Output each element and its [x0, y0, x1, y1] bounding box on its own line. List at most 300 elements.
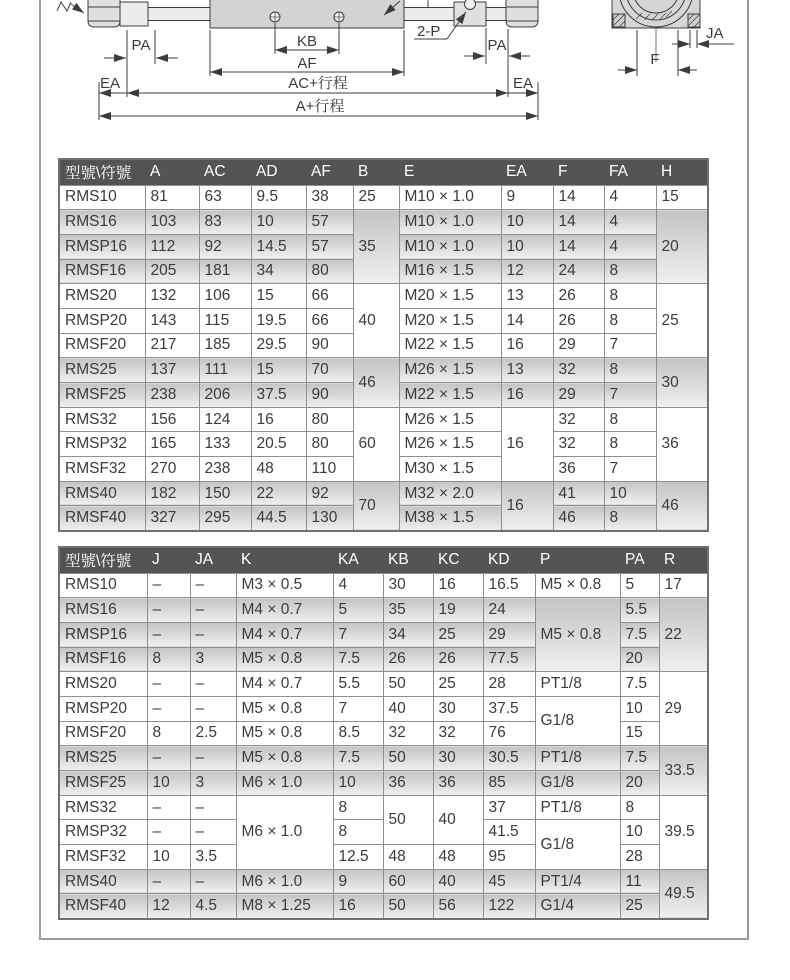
table-cell: M16 × 1.5: [399, 259, 501, 284]
table-cell: 295: [199, 506, 251, 531]
table-cell: 41: [553, 481, 604, 506]
table-cell: M10 × 1.0: [399, 185, 501, 210]
table-cell: 7.5: [620, 746, 659, 771]
table-cell: 110: [306, 457, 353, 482]
model-name-cell: RMSP32: [59, 432, 145, 457]
dim-label-pa-left: PA: [131, 37, 151, 54]
table-cell: 8: [147, 721, 190, 746]
table-cell: 38: [306, 185, 353, 210]
table-cell: M8 × 1.25: [236, 894, 333, 919]
model-name-cell: RMS20: [59, 284, 145, 309]
table-cell: 5.5: [620, 598, 659, 623]
table-cell: M5 × 0.8: [236, 721, 333, 746]
table-cell: M4 × 0.7: [236, 672, 333, 697]
table-cell: –: [190, 746, 236, 771]
model-name-cell: RMS32: [59, 795, 147, 820]
table-cell: 37.5: [251, 383, 306, 408]
table-cell: 8: [604, 284, 656, 309]
table-cell: 39.5: [659, 795, 708, 869]
table-cell: 48: [433, 845, 483, 870]
table-cell: 14: [553, 234, 604, 259]
table-cell: 9: [333, 869, 383, 894]
table-cell: 8: [604, 308, 656, 333]
table-cell: 12.5: [333, 845, 383, 870]
table-cell: 50: [383, 672, 433, 697]
model-name-cell: RMS20: [59, 672, 147, 697]
table-cell: M5 × 0.8: [236, 696, 333, 721]
table-cell: –: [190, 622, 236, 647]
table-cell: 165: [145, 432, 199, 457]
table-cell: 13: [501, 284, 553, 309]
table-cell: 3: [190, 771, 236, 796]
table-cell: –: [147, 795, 190, 820]
table-cell: 30: [383, 573, 433, 598]
table-cell: 16: [501, 333, 553, 358]
table-cell: 70: [353, 481, 399, 530]
table-cell: 26: [383, 647, 433, 672]
table-cell: M10 × 1.0: [399, 210, 501, 235]
table-cell: PT1/4: [535, 869, 620, 894]
table-cell: 66: [306, 284, 353, 309]
table-row: [59, 407, 708, 432]
table-cell: 48: [383, 845, 433, 870]
model-name-cell: RMSF25: [59, 383, 145, 408]
table-cell: 270: [145, 457, 199, 482]
table-cell: 28: [620, 845, 659, 870]
table-cell: 30: [433, 746, 483, 771]
table-cell: –: [147, 672, 190, 697]
table-cell: –: [147, 820, 190, 845]
model-name-cell: RMSF16: [59, 647, 147, 672]
table-cell: 32: [553, 407, 604, 432]
table-cell: –: [190, 795, 236, 820]
table-cell: 15: [656, 185, 708, 210]
table-cell: 14: [553, 210, 604, 235]
left-nut: [88, 0, 120, 27]
dimension-table-1-grid: [58, 158, 709, 532]
table-cell: 5: [620, 573, 659, 598]
table-cell: M20 × 1.5: [399, 308, 501, 333]
table-cell: –: [190, 869, 236, 894]
table-cell: 10: [333, 771, 383, 796]
table-cell: 40: [433, 869, 483, 894]
table-cell: 13: [501, 358, 553, 383]
table-cell: M38 × 1.5: [399, 506, 501, 531]
table-row: [59, 869, 708, 894]
table-cell: 7: [333, 622, 383, 647]
table-cell: 10: [147, 771, 190, 796]
table-cell: G1/8: [535, 820, 620, 869]
table-cell: M30 × 1.5: [399, 457, 501, 482]
table-cell: 14.5: [251, 234, 306, 259]
table-cell: 37.5: [483, 696, 535, 721]
column-header: EA: [501, 159, 553, 185]
column-header: J: [147, 547, 190, 573]
table-cell: 24: [483, 598, 535, 623]
table-cell: 7.5: [333, 746, 383, 771]
table-cell: 181: [199, 259, 251, 284]
table-cell: 83: [199, 210, 251, 235]
dim-label-a-stroke: A+行程: [295, 98, 345, 115]
table-cell: M5 × 0.8: [236, 746, 333, 771]
table-cell: 60: [353, 407, 399, 481]
table-cell: 10: [501, 210, 553, 235]
table-cell: 22: [251, 481, 306, 506]
table-cell: 10: [604, 481, 656, 506]
dim-label-af: AF: [297, 55, 317, 72]
column-header: 型號\符號: [59, 547, 147, 573]
column-header: P: [535, 547, 620, 573]
table-cell: 28: [483, 672, 535, 697]
model-name-cell: RMS16: [59, 598, 147, 623]
table-cell: 50: [383, 795, 433, 844]
table-cell: 26: [553, 284, 604, 309]
table-cell: 46: [553, 506, 604, 531]
table-cell: G1/8: [535, 771, 620, 796]
table-row: [59, 696, 708, 721]
model-name-cell: RMSF40: [59, 506, 145, 531]
table-cell: M6 × 1.0: [236, 771, 333, 796]
column-header: E: [399, 159, 501, 185]
dim-label-f: F: [650, 51, 660, 68]
table-cell: 16: [333, 894, 383, 919]
cylinder-body: [210, 0, 404, 28]
model-name-cell: RMSF20: [59, 721, 147, 746]
table-cell: 40: [383, 696, 433, 721]
table-cell: 7: [604, 383, 656, 408]
table-cell: 111: [199, 358, 251, 383]
column-header: F: [553, 159, 604, 185]
table-cell: 8: [604, 432, 656, 457]
table-cell: M10 × 1.0: [399, 234, 501, 259]
table-cell: 16: [501, 383, 553, 408]
table-cell: 182: [145, 481, 199, 506]
table-row: [59, 481, 708, 506]
table-cell: 45: [483, 869, 535, 894]
table-cell: 327: [145, 506, 199, 531]
table-cell: 19: [433, 598, 483, 623]
table-cell: 20: [620, 771, 659, 796]
column-header: AC: [199, 159, 251, 185]
left-rod: [148, 8, 210, 21]
table-cell: 34: [383, 622, 433, 647]
table-cell: 3.5: [190, 845, 236, 870]
dim-label-2p: 2-P: [417, 23, 441, 40]
table-cell: 115: [199, 308, 251, 333]
table-cell: 12: [501, 259, 553, 284]
table-cell: M26 × 1.5: [399, 407, 501, 432]
column-header: R: [659, 547, 708, 573]
table-cell: 17: [659, 573, 708, 598]
left-rod-step: [120, 2, 148, 26]
table-cell: 238: [199, 457, 251, 482]
table-cell: 50: [383, 746, 433, 771]
table-cell: 7: [604, 457, 656, 482]
column-header: JA: [190, 547, 236, 573]
dim-label-ea-right: EA: [512, 75, 534, 92]
table-cell: 8: [333, 795, 383, 820]
table-cell: M5 × 0.8: [535, 598, 620, 672]
dim-label-kb: KB: [296, 33, 318, 50]
table-cell: 10: [501, 234, 553, 259]
table-cell: 16: [433, 573, 483, 598]
table-cell: 29: [659, 672, 708, 746]
column-header: PA: [620, 547, 659, 573]
table-cell: 8: [333, 820, 383, 845]
table-cell: 15: [251, 358, 306, 383]
model-name-cell: RMSF20: [59, 333, 145, 358]
table-cell: 20: [656, 210, 708, 284]
table-cell: 29: [553, 383, 604, 408]
table-cell: 122: [483, 894, 535, 919]
table-cell: 143: [145, 308, 199, 333]
table-cell: 80: [306, 407, 353, 432]
table-cell: 46: [353, 358, 399, 407]
column-header: KC: [433, 547, 483, 573]
table-cell: 8: [147, 647, 190, 672]
table-cell: 156: [145, 407, 199, 432]
table-cell: 16: [501, 407, 553, 481]
dim-label-ea-left: EA: [99, 75, 121, 92]
table-cell: 57: [306, 234, 353, 259]
table-cell: 9.5: [251, 185, 306, 210]
table-cell: 63: [199, 185, 251, 210]
table-cell: 2.5: [190, 721, 236, 746]
table-cell: 112: [145, 234, 199, 259]
right-rod-end: [486, 8, 506, 21]
table-cell: 40: [433, 795, 483, 844]
table-cell: 8: [604, 506, 656, 531]
table-cell: –: [190, 598, 236, 623]
table-cell: 41.5: [483, 820, 535, 845]
table-cell: 32: [383, 721, 433, 746]
table-cell: 7: [604, 333, 656, 358]
model-name-cell: RMSP16: [59, 234, 145, 259]
column-header: AF: [306, 159, 353, 185]
table-row: [59, 746, 708, 771]
table-cell: 56: [433, 894, 483, 919]
table-cell: 44.5: [251, 506, 306, 531]
table-cell: –: [147, 598, 190, 623]
table-cell: 36: [433, 771, 483, 796]
dim-label-pa-right: PA: [487, 37, 507, 54]
table-row: [59, 358, 708, 383]
table-cell: 8: [604, 407, 656, 432]
table-cell: 26: [433, 647, 483, 672]
table-cell: –: [190, 820, 236, 845]
table-cell: 205: [145, 259, 199, 284]
column-header: KA: [333, 547, 383, 573]
model-name-cell: RMS32: [59, 407, 145, 432]
table-cell: 25: [433, 672, 483, 697]
table-cell: 80: [306, 432, 353, 457]
table-row: [59, 795, 708, 820]
model-name-cell: RMSF40: [59, 894, 147, 919]
table-row: [59, 894, 708, 919]
table-cell: 217: [145, 333, 199, 358]
dimension-table-2: [58, 546, 707, 920]
table-cell: M5 × 0.8: [535, 573, 620, 598]
model-name-cell: RMS10: [59, 185, 145, 210]
table-cell: 22: [659, 598, 708, 672]
table-cell: 16: [501, 481, 553, 530]
table-cell: 10: [620, 696, 659, 721]
table-cell: G1/4: [535, 894, 620, 919]
table-row: [59, 771, 708, 796]
table-cell: 92: [306, 481, 353, 506]
table-cell: –: [147, 869, 190, 894]
model-name-cell: RMSF32: [59, 457, 145, 482]
table-cell: 4: [333, 573, 383, 598]
table-cell: 25: [433, 622, 483, 647]
table-cell: 90: [306, 333, 353, 358]
table-cell: –: [147, 573, 190, 598]
table-cell: 15: [251, 284, 306, 309]
table-cell: –: [147, 696, 190, 721]
table-cell: 11: [620, 869, 659, 894]
table-row: [59, 210, 708, 235]
model-name-cell: RMS40: [59, 481, 145, 506]
table-cell: 32: [553, 358, 604, 383]
model-name-cell: RMS16: [59, 210, 145, 235]
table-cell: 29.5: [251, 333, 306, 358]
table-cell: 8: [620, 795, 659, 820]
table-cell: PT1/8: [535, 746, 620, 771]
table-cell: 81: [145, 185, 199, 210]
table-cell: 10: [147, 845, 190, 870]
table-cell: 60: [383, 869, 433, 894]
table-cell: –: [190, 696, 236, 721]
table-row: [59, 672, 708, 697]
table-cell: 12: [147, 894, 190, 919]
model-name-cell: RMS40: [59, 869, 147, 894]
table-cell: 50: [383, 894, 433, 919]
table-cell: 150: [199, 481, 251, 506]
table-cell: 9: [501, 185, 553, 210]
column-header: KB: [383, 547, 433, 573]
table-cell: 7.5: [333, 647, 383, 672]
table-cell: 85: [483, 771, 535, 796]
table-cell: 3: [190, 647, 236, 672]
table-cell: 33.5: [659, 746, 708, 795]
table-cell: 19.5: [251, 308, 306, 333]
model-name-cell: RMS10: [59, 573, 147, 598]
port-2p: [465, 0, 476, 10]
dimension-table-2-grid: [58, 546, 709, 920]
table-cell: 137: [145, 358, 199, 383]
table-cell: 35: [353, 210, 399, 284]
table-cell: 7.5: [620, 672, 659, 697]
table-cell: 66: [306, 308, 353, 333]
table-cell: –: [190, 672, 236, 697]
column-header: B: [353, 159, 399, 185]
table-cell: 238: [145, 383, 199, 408]
column-header: FA: [604, 159, 656, 185]
column-header: A: [145, 159, 199, 185]
table-cell: 76: [483, 721, 535, 746]
table-cell: 4: [604, 234, 656, 259]
table-cell: 14: [501, 308, 553, 333]
table-cell: M22 × 1.5: [399, 333, 501, 358]
table-cell: PT1/8: [535, 795, 620, 820]
table-cell: 185: [199, 333, 251, 358]
technical-drawing: [0, 0, 790, 152]
table-cell: M20 × 1.5: [399, 284, 501, 309]
table-cell: 95: [483, 845, 535, 870]
table-row: [59, 598, 708, 623]
table-cell: 30: [433, 696, 483, 721]
dimension-table-1: [58, 158, 707, 532]
table-cell: 57: [306, 210, 353, 235]
table-cell: M32 × 2.0: [399, 481, 501, 506]
table-cell: M26 × 1.5: [399, 432, 501, 457]
table-cell: 5: [333, 598, 383, 623]
table-cell: 29: [553, 333, 604, 358]
table-cell: 16.5: [483, 573, 535, 598]
table-cell: 8.5: [333, 721, 383, 746]
table-cell: G1/8: [535, 696, 620, 745]
table-cell: 124: [199, 407, 251, 432]
table-cell: 90: [306, 383, 353, 408]
table-cell: 4.5: [190, 894, 236, 919]
table-cell: 8: [604, 358, 656, 383]
table-cell: 40: [353, 284, 399, 358]
model-name-cell: RMS25: [59, 358, 145, 383]
table-cell: 103: [145, 210, 199, 235]
table-cell: 35: [383, 598, 433, 623]
table-cell: 25: [656, 284, 708, 358]
right-nut: [506, 0, 538, 27]
model-name-cell: RMSF25: [59, 771, 147, 796]
table-cell: 10: [251, 210, 306, 235]
column-header: KD: [483, 547, 535, 573]
table-cell: 132: [145, 284, 199, 309]
table-cell: M5 × 0.8: [236, 647, 333, 672]
table-cell: 16: [251, 407, 306, 432]
table-cell: 34: [251, 259, 306, 284]
model-name-cell: RMSP32: [59, 820, 147, 845]
table-cell: 46: [656, 481, 708, 530]
table-cell: 7: [333, 696, 383, 721]
table-cell: 8: [604, 259, 656, 284]
column-header: AD: [251, 159, 306, 185]
model-name-cell: RMSF32: [59, 845, 147, 870]
table-cell: 130: [306, 506, 353, 531]
table-cell: 20: [620, 647, 659, 672]
table-cell: –: [147, 746, 190, 771]
column-header: K: [236, 547, 333, 573]
table-cell: 29: [483, 622, 535, 647]
table-cell: 48: [251, 457, 306, 482]
table-cell: 32: [433, 721, 483, 746]
table-cell: 36: [383, 771, 433, 796]
table-cell: M6 × 1.0: [236, 869, 333, 894]
table-cell: 37: [483, 795, 535, 820]
model-name-cell: RMSP20: [59, 308, 145, 333]
table-cell: 25: [620, 894, 659, 919]
table-cell: –: [147, 622, 190, 647]
table-cell: PT1/8: [535, 672, 620, 697]
table-cell: M22 × 1.5: [399, 383, 501, 408]
table-cell: 32: [553, 432, 604, 457]
model-name-cell: RMS25: [59, 746, 147, 771]
model-name-cell: RMSP16: [59, 622, 147, 647]
table-cell: 30: [656, 358, 708, 407]
table-cell: 25: [353, 185, 399, 210]
table-cell: 106: [199, 284, 251, 309]
table-cell: M3 × 0.5: [236, 573, 333, 598]
table-row: [59, 185, 708, 210]
